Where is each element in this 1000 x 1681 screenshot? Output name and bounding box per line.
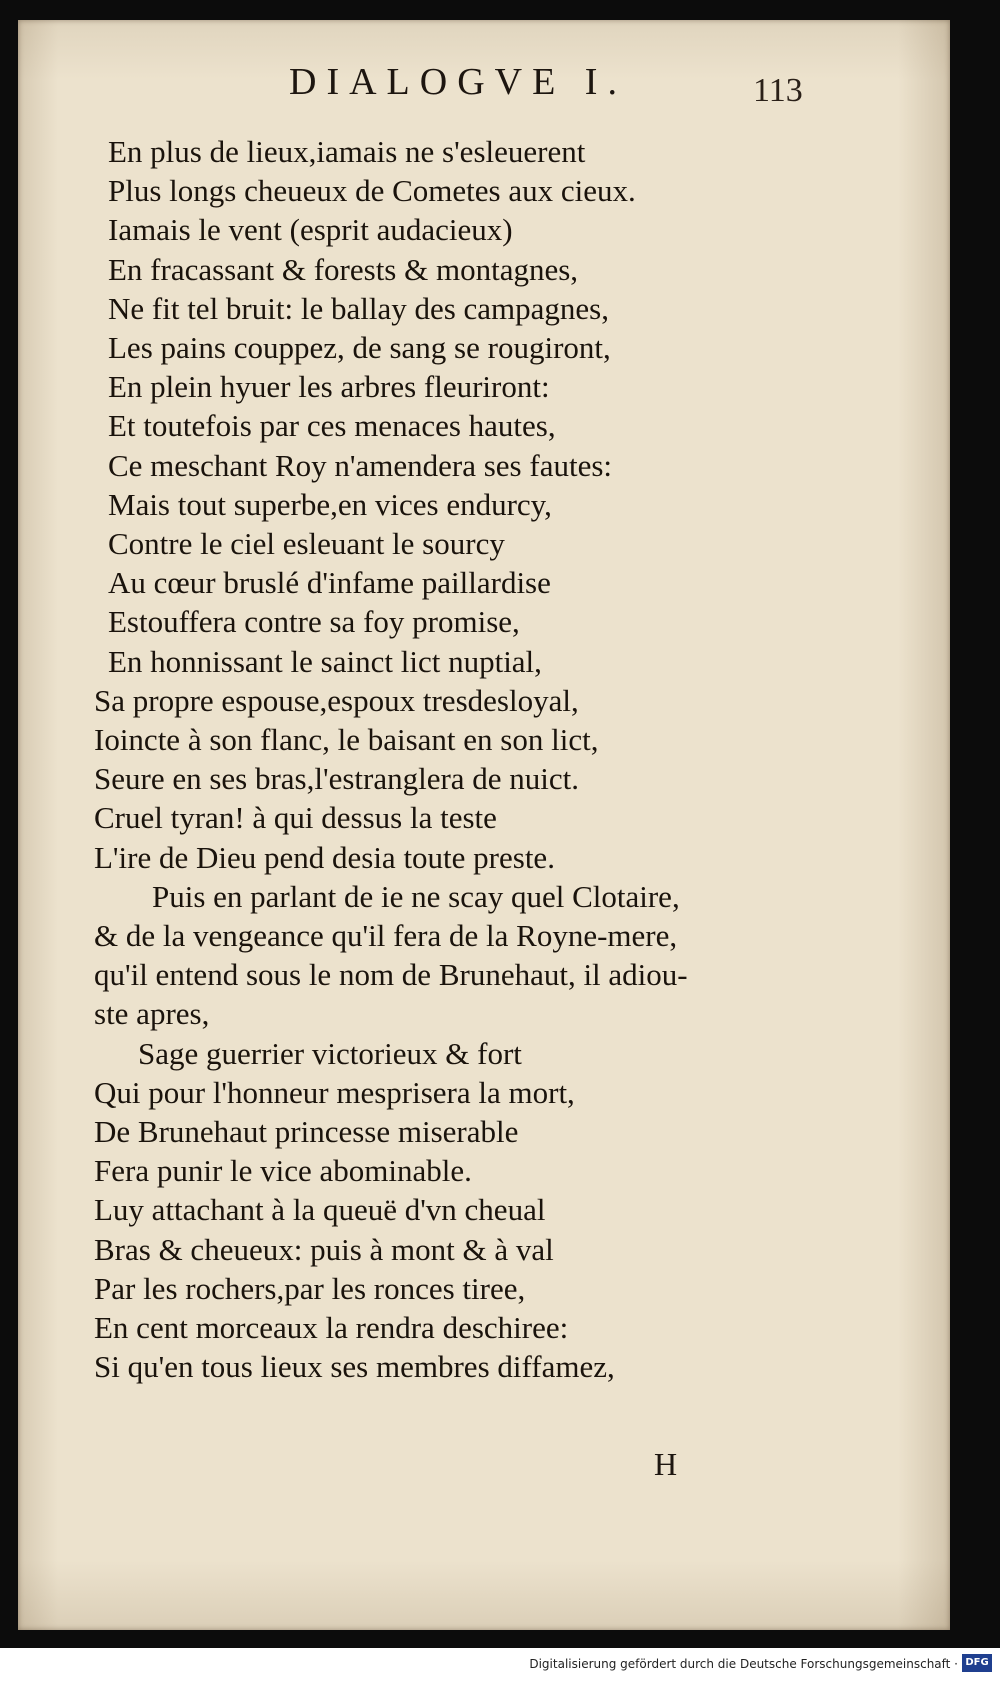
text-line: Contre le ciel esleuant le sourcy [108, 526, 505, 562]
text-line: Sage guerrier victorieux & fort [138, 1035, 522, 1071]
text-line: Sa propre espouse,espoux tresdesloyal, [94, 682, 579, 718]
text-line: Au cœur bruslé d'infame paillardise [108, 565, 551, 601]
text-block [86, 132, 826, 1387]
text-line: Bras & cheueux: puis à mont & à val [94, 1231, 554, 1267]
text-line: En honnissant le sainct lict nuptial, [108, 643, 542, 679]
text-line: Estouffera contre sa foy promise, [108, 604, 520, 640]
text-line: Par les rochers,par les ronces tiree, [94, 1270, 526, 1306]
page-number: 113 [753, 72, 803, 109]
text-line: En cent morceaux la rendra deschiree: [94, 1310, 569, 1346]
text-line: Cruel tyran! à qui dessus la teste [94, 800, 497, 836]
text-line: Si qu'en tous lieux ses membres diffamez, [94, 1349, 615, 1385]
text-line: & de la vengeance qu'il fera de la Royne-mere, [94, 918, 678, 954]
text-line: Qui pour l'honneur mesprisera la mort, [94, 1074, 575, 1110]
dfg-logo: DFG [962, 1654, 992, 1672]
text-line: Et toutefois par ces menaces hautes, [108, 408, 556, 444]
text-line: L'ire de Dieu pend desia toute preste. [94, 839, 555, 875]
signature-mark: H [654, 1446, 678, 1482]
funding-credit: Digitalisierung gefördert durch die Deutsche Forschungsgemeinschaft · [529, 1657, 958, 1671]
text-line: Plus longs cheueux de Cometes aux cieux. [108, 173, 636, 209]
text-line: Ne fit tel bruit: le ballay des campagnes, [108, 290, 609, 326]
text-line: Mais tout superbe,en vices endurcy, [108, 486, 552, 522]
text-line: Luy attachant à la queuë d'vn cheual [94, 1192, 546, 1228]
text-line: qu'il entend sous le nom de Brunehaut, il adiou- [94, 957, 688, 993]
text-line: Ce meschant Roy n'amendera ses fautes: [108, 447, 613, 483]
text-line: ste apres, [94, 996, 210, 1032]
text-line: En plus de lieux,iamais ne s'esleuerent [108, 134, 586, 169]
text-line: Seure en ses bras,l'estranglera de nuict. [94, 761, 580, 797]
text-line: Les pains couppez, de sang se rougiront, [108, 330, 611, 366]
book-page [18, 20, 950, 1630]
text-line: En fracassant & forests & montagnes, [108, 251, 579, 287]
running-head: DIALOGVE I. [289, 61, 627, 103]
text-line: Ioincte à son flanc, le baisant en son lict, [94, 722, 599, 758]
text-line: Iamais le vent (esprit audacieux) [108, 212, 513, 248]
text-line: De Brunehaut princesse miserable [94, 1114, 519, 1150]
text-line: Puis en parlant de ie ne scay quel Clotaire, [152, 878, 680, 914]
text-line: En plein hyuer les arbres fleuriront: [108, 369, 550, 405]
text-line: Fera punir le vice abominable. [94, 1153, 472, 1189]
